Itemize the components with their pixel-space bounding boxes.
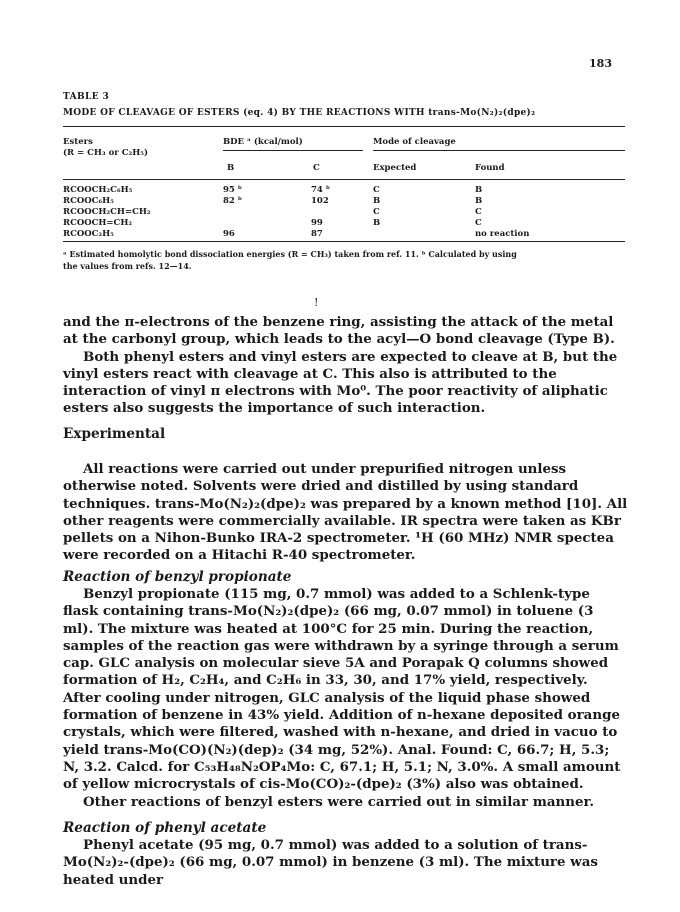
cell-found: B [475,185,483,195]
table-top-rule [63,126,625,127]
cell-expected: B [373,218,381,228]
cell-bde-b: 82 ᵇ [223,196,243,206]
header-bde-c: C [313,163,320,173]
cell-expected: B [373,196,381,206]
cell-expected: C [373,207,380,217]
cell-bde-b: 96 [223,229,235,239]
table-row [63,196,625,207]
table-row [63,185,625,196]
cell-found: no reaction [475,229,530,239]
footnote-line-2: the values from refs. 12—14. [63,261,192,271]
table-body [63,185,625,241]
cell-bde-c: 102 [311,196,329,206]
cell-ester: RCOOCH=CH₂ [63,218,133,228]
table-3 [63,92,625,272]
phenyl-heading: Reaction of phenyl acetate [63,820,267,836]
header-bde: BDE ᵃ (kcal/mol) [223,137,303,147]
page-number: 183 [589,57,612,70]
cell-bde-b: 95 ᵇ [223,185,243,195]
table-row [63,218,625,229]
header-found: Found [475,163,505,173]
paragraph: All reactions were carried out under prepurified nitrogen unless otherwise noted. Solvents were dried and distilled by using standard techniques. trans-Mo(N₂)₂(dpe)₂ was prepared by a known method [10]. All other reagents were commercially available. IR spectra were taken as KBr pellets on a Nihon-Bunko IRA-2 spectrometer. ¹H (60 MHz) NMR spectea were recorded on a Hitachi R-40 spectrometer. [63,461,628,564]
cell-found: B [475,196,483,206]
cell-ester: RCOOCH₂CH=CH₂ [63,207,151,217]
table-row [63,229,625,240]
table-row [63,207,625,218]
cell-found: C [475,218,482,228]
table-caption: MODE OF CLEAVAGE OF ESTERS (eq. 4) BY THE REACTIONS WITH trans-Mo(N₂)₂(dpe)₂ [63,108,536,118]
discussion-text [63,314,628,418]
table-label: TABLE 3 [63,92,110,102]
experimental-general [63,461,628,565]
table-header-rule [63,179,625,180]
cell-bde-c: 74 ᵇ [311,185,331,195]
header-bde-rule [223,150,363,151]
cell-found: C [475,207,482,217]
cell-expected: C [373,185,380,195]
stray-mark: ! [314,296,319,309]
header-expected: Expected [373,163,417,173]
header-mode: Mode of cleavage [373,137,456,147]
footnote-line-1: ᵃ Estimated homolytic bond dissociation energies (R = CH₃) taken from ref. 11. ᵇ Calculated by using [63,249,517,259]
header-esters: Esters [63,137,93,147]
table-header [63,135,625,179]
experimental-heading: Experimental [63,426,166,442]
cell-ester: RCOOC₆H₅ [63,196,114,206]
header-bde-b: B [227,163,235,173]
cell-ester: RCOOCH₂C₆H₅ [63,185,133,195]
paragraph: Other reactions of benzyl esters were carried out in similar manner. [83,793,595,810]
cell-bde-c: 87 [311,229,323,239]
paragraph: Phenyl acetate (95 mg, 0.7 mmol) was added to a solution of trans-Mo(N₂)₂-(dpe)₂ (66 mg, 0.07 mmol) in benzene (3 ml). The mixture was heated under [63,837,598,888]
cell-bde-c: 99 [311,218,323,228]
header-mode-rule [373,150,625,151]
benzyl-heading: Reaction of benzyl propionate [63,569,292,585]
paragraph: Benzyl propionate (115 mg, 0.7 mmol) was added to a Schlenk-type flask containing trans-Mo(N₂)₂(dpe)₂ (66 mg, 0.07 mmol) in toluene (3 ml). The mixture was heated at 100°C for 25 min. During the reaction, samples of the reaction gas were withdrawn by a syringe through a serum cap. GLC analysis on molecular sieve 5A and Porapak Q columns showed formation of H₂, C₂H₄, and C₂H₆ in 33, 30, and 17% yield, respectively. After cooling under nitrogen, GLC analysis of the liquid phase showed formation of benzene in 43% yield. Addition of n-hexane deposited orange crystals, which were filtered, washed with n-hexane, and dried in vacuo to yield trans-Mo(CO)(N₂)(dep)₂ (34 mg, 52%). Anal. Found: C, 66.7; H, 5.3; N, 3.2. Calcd. for C₅₃H₄₈N₂OP₄Mo: C, 67.1; H, 5.1; N, 3.0%. A small amount of yellow microcrystals of cis-Mo(CO)₂-(dpe)₂ (3%) also was obtained. [63,586,621,793]
table-bottom-rule [63,241,625,242]
header-esters-sub: (R = CH₃ or C₂H₅) [63,148,148,158]
paragraph: Both phenyl esters and vinyl esters are expected to cleave at B, but the vinyl esters react with cleavage at C. This also is attributed to the interaction of vinyl π electrons with Mo⁰. The poor reactivity of aliphatic esters also suggests the importance of such interaction. [63,348,618,417]
benzyl-procedure [63,586,628,811]
cell-ester: RCOOC₂H₅ [63,229,114,239]
paragraph: and the π-electrons of the benzene ring, assisting the attack of the metal at the carbonyl group, which leads to the acyl—O bond cleavage (Type B). [63,314,615,348]
phenyl-procedure [63,837,628,889]
table-footnote [63,248,625,272]
